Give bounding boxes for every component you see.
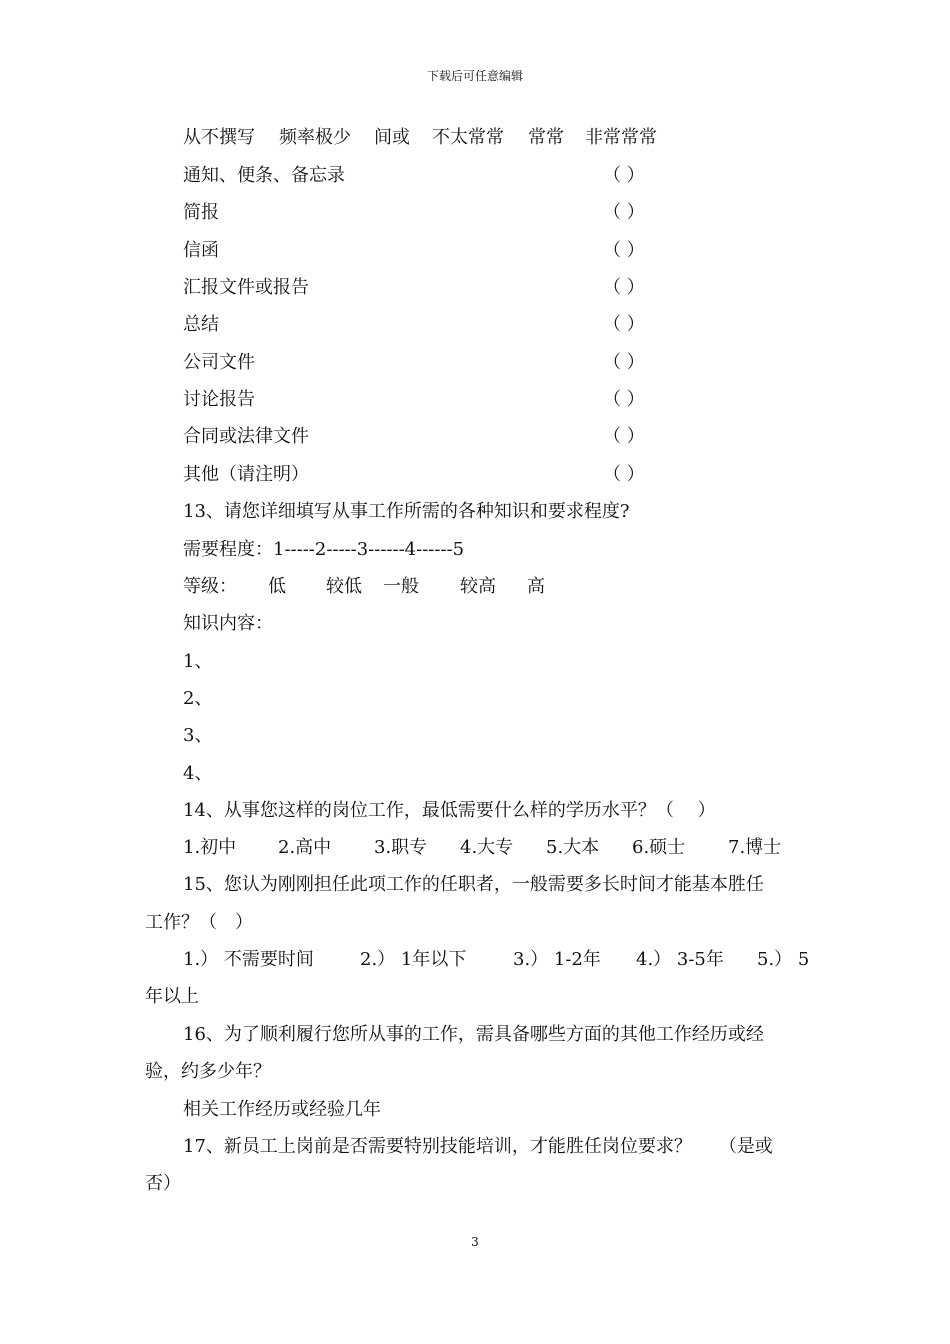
question-13: 13、请您详细填写从事工作所需的各种知识和要求程度? (183, 501, 630, 522)
education-option: 4.大专 (460, 837, 514, 858)
question-17: 17、新员工上岗前是否需要特别技能培训，才能胜任岗位要求？ （是或 (183, 1136, 773, 1157)
experience-answer: 相关工作经历或经验几年 (183, 1099, 381, 1120)
knowledge-item: 4、 (183, 763, 213, 784)
education-option: 1.初中 (183, 837, 237, 858)
doc-type-answer: （ ） (603, 202, 645, 223)
doc-type-label: 讨论报告 (183, 389, 255, 410)
doc-type-answer: （ ） (603, 426, 645, 447)
question-14: 14、从事您这样的岗位工作，最低需要什么样的学历水平？（ ） (183, 800, 716, 821)
grade-option: 较高 (460, 576, 496, 597)
education-option: 2.高中 (278, 837, 332, 858)
requirement-scale: 需要程度：1-----2-----3------4------5 (183, 539, 465, 560)
doc-type-label: 简报 (183, 202, 219, 223)
duration-option-cont: 年以上 (145, 986, 199, 1007)
grade-row (0, 575, 950, 599)
frequency-option: 从不撰写 (183, 127, 255, 148)
education-options (0, 836, 950, 860)
frequency-option: 间或 (374, 127, 410, 148)
knowledge-label: 知识内容： (183, 613, 273, 634)
education-option: 6.硕士 (632, 837, 686, 858)
frequency-scale (0, 126, 950, 150)
doc-type-label: 其他（请注明） (183, 464, 309, 485)
duration-option: 5.） 5 (757, 949, 810, 970)
doc-type-label: 信函 (183, 240, 219, 261)
knowledge-item: 2、 (183, 688, 213, 709)
doc-type-label: 总结 (183, 314, 219, 335)
doc-type-answer: （ ） (603, 389, 645, 410)
frequency-option: 不太常常 (432, 127, 504, 148)
doc-type-answer: （ ） (603, 240, 645, 261)
grade-option: 一般 (383, 576, 419, 597)
grade-option: 较低 (326, 576, 362, 597)
grade-option: 高 (527, 576, 545, 597)
doc-type-label: 合同或法律文件 (183, 426, 309, 447)
page-header: 下载后可任意编辑 (426, 69, 523, 83)
duration-option: 2.） 1年以下 (360, 949, 467, 970)
frequency-option: 常常 (528, 127, 564, 148)
doc-type-label: 公司文件 (183, 352, 255, 373)
doc-type-answer: （ ） (603, 314, 645, 335)
doc-type-answer: （ ） (603, 352, 645, 373)
doc-type-answer: （ ） (603, 464, 645, 485)
question-17-cont: 否） (145, 1173, 181, 1194)
question-16: 16、为了顺利履行您所从事的工作，需具备哪些方面的其他工作经历或经 (183, 1024, 764, 1045)
knowledge-item: 1、 (183, 651, 213, 672)
duration-option: 1.） 不需要时间 (183, 949, 314, 970)
page-number: 3 (471, 1235, 479, 1249)
education-option: 7.博士 (728, 837, 782, 858)
doc-type-label: 通知、便条、备忘录 (183, 165, 345, 186)
education-option: 3.职专 (374, 837, 428, 858)
grade-label: 等级： (183, 576, 237, 597)
question-15: 15、您认为刚刚担任此项工作的任职者，一般需要多长时间才能基本胜任 (183, 874, 764, 895)
question-15-cont: 工作？（ ） (145, 912, 253, 933)
doc-type-label: 汇报文件或报告 (183, 277, 309, 298)
doc-type-answer: （ ） (603, 165, 645, 186)
education-option: 5.大本 (546, 837, 600, 858)
knowledge-item: 3、 (183, 725, 213, 746)
duration-option: 3.） 1-2年 (513, 949, 601, 970)
question-16-cont: 验，约多少年？ (145, 1061, 271, 1082)
duration-options (0, 948, 950, 972)
doc-type-answer: （ ） (603, 277, 645, 298)
duration-option: 4.） 3-5年 (636, 949, 724, 970)
frequency-option: 非常常常 (585, 127, 657, 148)
grade-option: 低 (268, 576, 286, 597)
frequency-option: 频率极少 (279, 127, 351, 148)
